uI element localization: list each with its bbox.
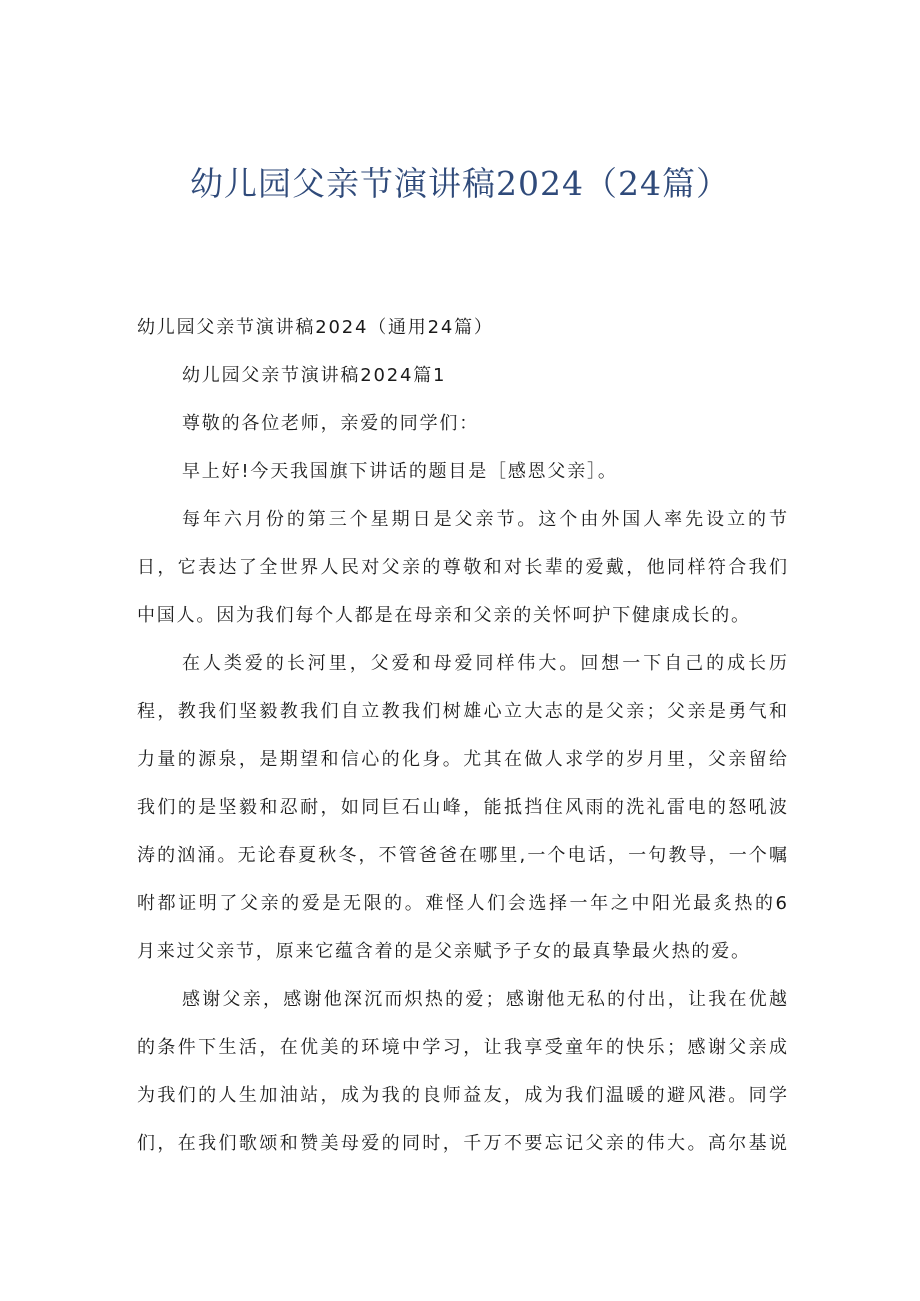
text-line: 涛的汹涌。无论春夏秋冬，不管爸爸在哪里,一个电话，一句教导，一个嘱 (137, 845, 787, 866)
text-line: 日，它表达了全世界人民对父亲的尊敬和对长辈的爱戴，他同样符合我们 (137, 557, 787, 578)
text-line: 尊敬的各位老师，亲爱的同学们： (182, 413, 479, 434)
text-line: 早上好!今天我国旗下讲话的题目是［感恩父亲］。 (182, 461, 618, 482)
text-line: 的条件下生活，在优美的环境中学习，让我享受童年的快乐；感谢父亲成 (137, 1037, 787, 1058)
text-line: 程，教我们坚毅教我们自立教我们树雄心立大志的是父亲；父亲是勇气和 (137, 701, 787, 722)
text-line: 幼儿园父亲节演讲稿2024（通用24篇） (137, 317, 494, 338)
text-line: 月来过父亲节，原来它蕴含着的是父亲赋予子女的最真挚最火热的爱。 (137, 941, 751, 962)
text-line: 每年六月份的第三个星期日是父亲节。这个由外国人率先设立的节 (182, 509, 787, 530)
text-line: 中国人。因为我们每个人都是在母亲和父亲的关怀呵护下健康成长的。 (137, 605, 751, 626)
text-line: 我们的是坚毅和忍耐，如同巨石山峰，能抵挡住风雨的洗礼雷电的怒吼波 (137, 797, 787, 818)
text-line: 幼儿园父亲节演讲稿2024篇1 (182, 365, 447, 386)
text-line: 力量的源泉，是期望和信心的化身。尤其在做人求学的岁月里，父亲留给 (137, 749, 787, 770)
text-line: 们，在我们歌颂和赞美母爱的同时，千万不要忘记父亲的伟大。高尔基说 (137, 1133, 787, 1154)
document-title: 幼儿园父亲节演讲稿2024（24篇） (190, 164, 730, 203)
text-line: 为我们的人生加油站，成为我的良师益友，成为我们温暖的避风港。同学 (137, 1085, 787, 1106)
document-body (137, 308, 787, 1172)
text-line: 在人类爱的长河里，父爱和母爱同样伟大。回想一下自己的成长历 (182, 653, 787, 674)
text-line: 感谢父亲，感谢他深沉而炽热的爱；感谢他无私的付出，让我在优越 (182, 989, 787, 1010)
text-line: 咐都证明了父亲的爱是无限的。难怪人们会选择一年之中阳光最炙热的6 (137, 893, 787, 914)
